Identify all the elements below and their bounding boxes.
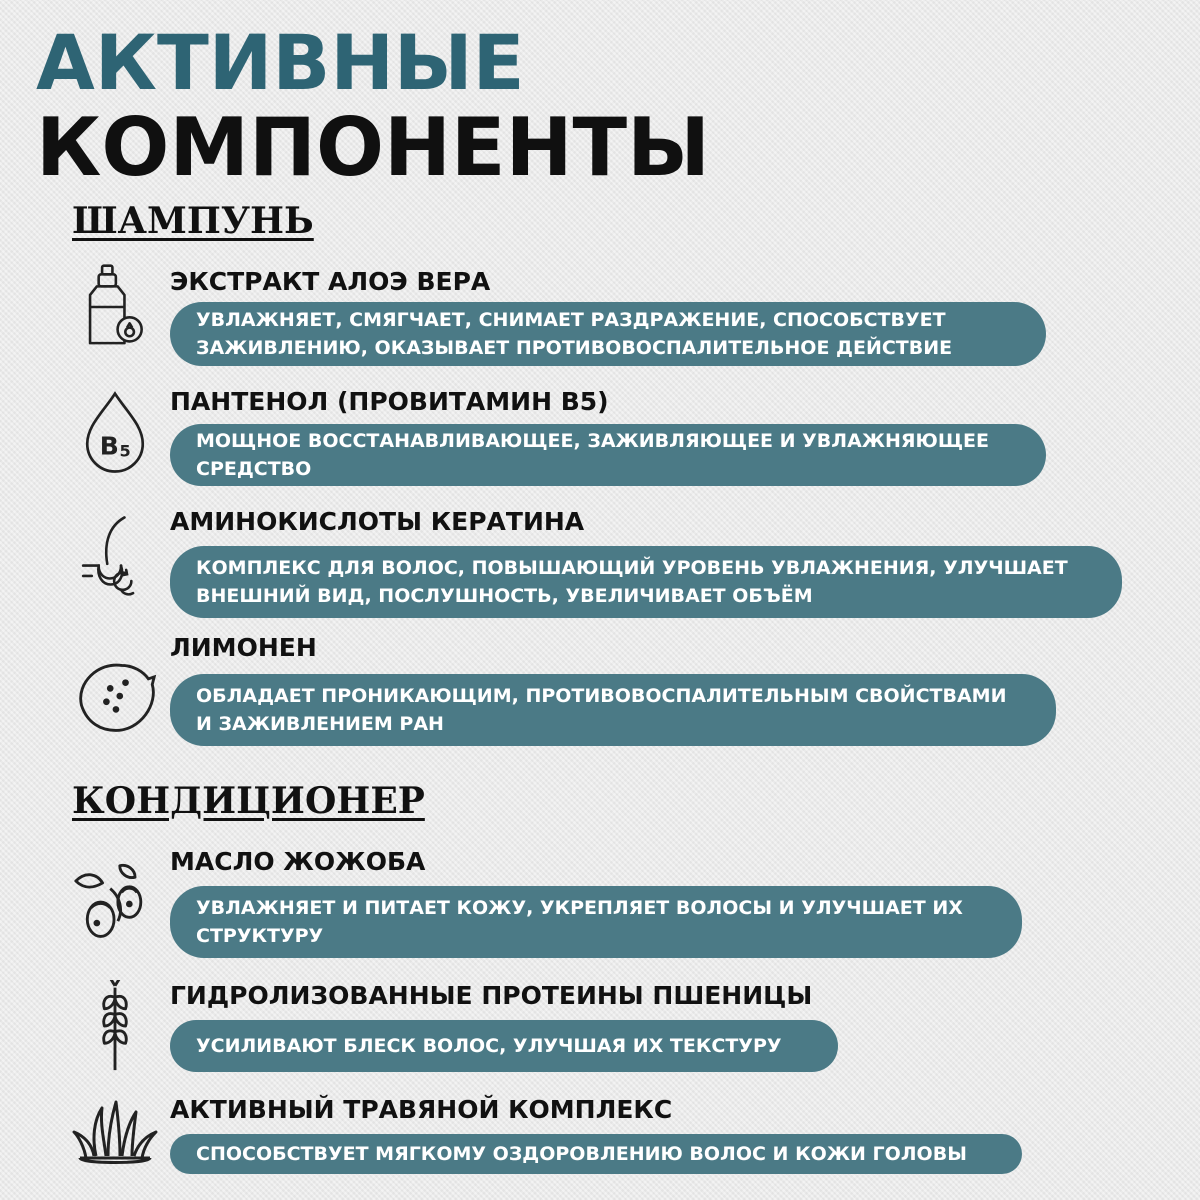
dropper-bottle-icon — [72, 264, 158, 350]
b5-icon-digit: 5 — [119, 441, 131, 461]
hair-follicle-icon — [72, 514, 158, 600]
component-name: ЛИМОНЕН — [170, 633, 317, 662]
lemon-icon — [72, 654, 158, 740]
jojoba-seeds-icon — [72, 860, 158, 946]
component-description: КОМПЛЕКС ДЛЯ ВОЛОС, ПОВЫШАЮЩИЙ УРОВЕНЬ УВЛАЖНЕНИЯ, УЛУЧШАЕТ ВНЕШНИЙ ВИД, ПОСЛУШНОСТЬ, УВЕЛИЧИВАЕТ ОБЪЁМ — [170, 546, 1122, 618]
component-name: ПАНТЕНОЛ (ПРОВИТАМИН B5) — [170, 387, 609, 416]
component-name: ЭКСТРАКТ АЛОЭ ВЕРА — [170, 267, 491, 296]
component-name: МАСЛО ЖОЖОБА — [170, 847, 426, 876]
component-name: АКТИВНЫЙ ТРАВЯНОЙ КОМПЛЕКС — [170, 1095, 673, 1124]
grass-icon — [72, 1098, 158, 1168]
section-heading-conditioner: КОНДИЦИОНЕР — [72, 780, 425, 822]
title-line-2: КОМПОНЕНТЫ — [36, 101, 710, 194]
component-description: СПОСОБСТВУЕТ МЯГКОМУ ОЗДОРОВЛЕНИЮ ВОЛОС И КОЖИ ГОЛОВЫ — [170, 1134, 1022, 1174]
section-heading-shampoo: ШАМПУНЬ — [72, 200, 314, 242]
component-name: АМИНОКИСЛОТЫ КЕРАТИНА — [170, 507, 585, 536]
b5-icon-letter: B — [99, 431, 119, 461]
b5-drop-icon — [72, 390, 158, 476]
component-name: ГИДРОЛИЗОВАННЫЕ ПРОТЕИНЫ ПШЕНИЦЫ — [170, 981, 813, 1010]
title-line-1: АКТИВНЫЕ — [36, 18, 525, 107]
wheat-icon — [72, 980, 158, 1072]
component-description: УВЛАЖНЯЕТ И ПИТАЕТ КОЖУ, УКРЕПЛЯЕТ ВОЛОСЫ И УЛУЧШАЕТ ИХ СТРУКТУРУ — [170, 886, 1022, 958]
component-description: ОБЛАДАЕТ ПРОНИКАЮЩИМ, ПРОТИВОВОСПАЛИТЕЛЬНЫМ СВОЙСТВАМИ И ЗАЖИВЛЕНИЕМ РАН — [170, 674, 1056, 746]
component-description: МОЩНОЕ ВОССТАНАВЛИВАЮЩЕЕ, ЗАЖИВЛЯЮЩЕЕ И УВЛАЖНЯЮЩЕЕ СРЕДСТВО — [170, 424, 1046, 486]
component-description: УСИЛИВАЮТ БЛЕСК ВОЛОС, УЛУЧШАЯ ИХ ТЕКСТУРУ — [170, 1020, 838, 1072]
component-description: УВЛАЖНЯЕТ, СМЯГЧАЕТ, СНИМАЕТ РАЗДРАЖЕНИЕ, СПОСОБСТВУЕТ ЗАЖИВЛЕНИЮ, ОКАЗЫВАЕТ ПРОТИВОВОСПАЛИТЕЛЬНОЕ ДЕЙСТВИЕ — [170, 302, 1046, 366]
